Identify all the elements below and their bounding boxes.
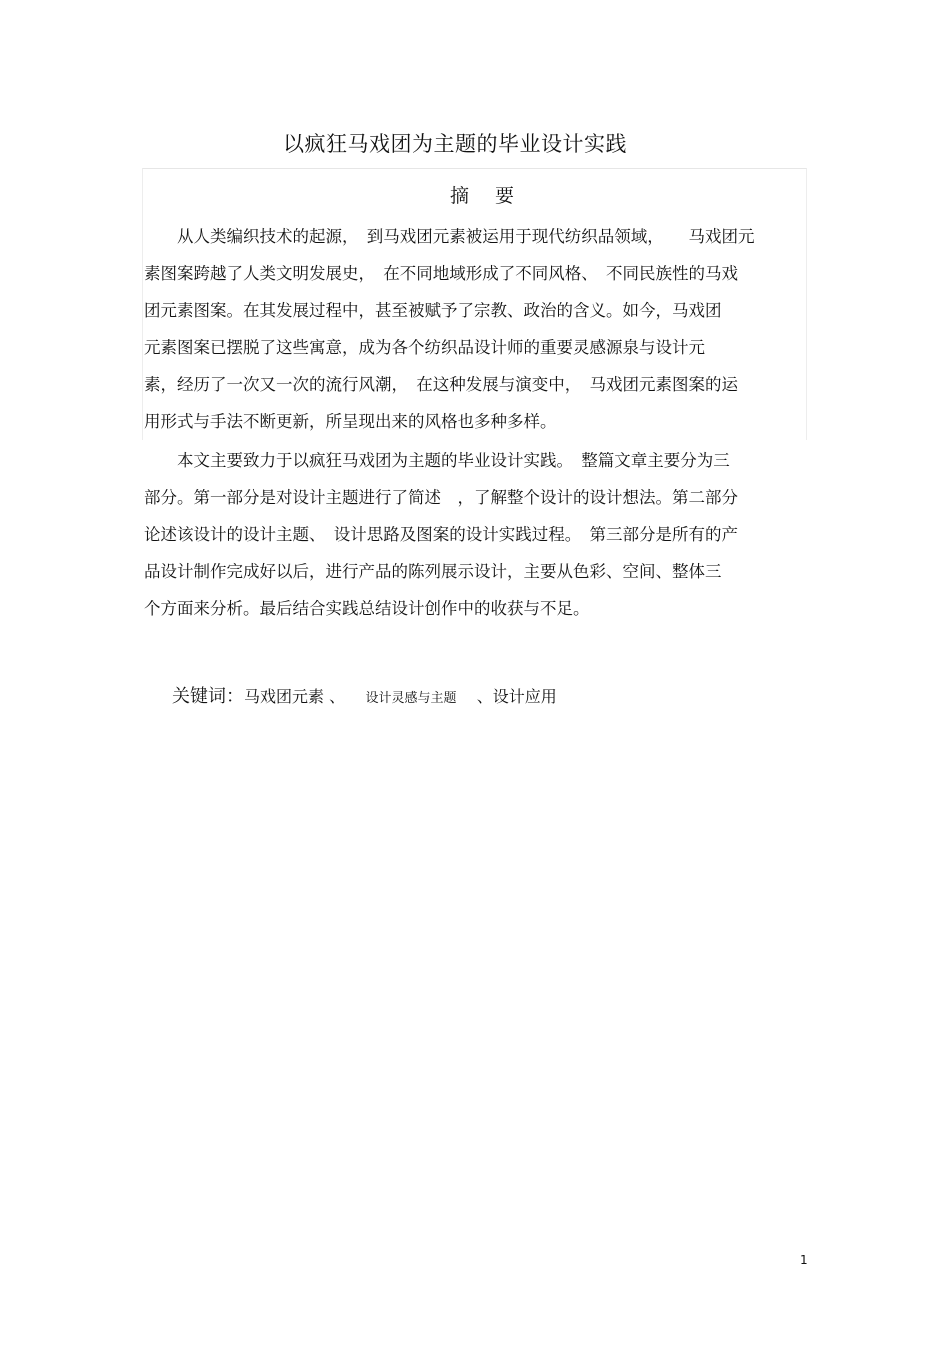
abstract-line: 素，经历了一次又一次的流行风潮， 在这种发展与演变中， 马戏团元素图案的运 [144,375,738,394]
abstract-line: 素图案跨越了人类文明发展史， 在不同地域形成了不同风格、 不同民族性的马戏 [144,264,738,283]
abstract-heading: 摘 要 [449,185,525,207]
abstract-line: 元素图案已摆脱了这些寓意，成为各个纺织品设计师的重要灵感源泉与设计元 [144,338,705,357]
document-title: 以疯狂马戏团为主题的毕业设计实践 [283,132,627,156]
abstract-line: 用形式与手法不断更新，所呈现出来的风格也多种多样。 [144,412,557,431]
page-number: 1 [800,1253,808,1267]
body-line: 个方面来分析。最后结合实践总结设计创作中的收获与不足。 [144,599,590,618]
body-line: 部分。第一部分是对设计主题进行了简述 ，了解整个设计的设计想法。第二部分 [144,488,738,507]
keywords-label: 关键词： [172,686,244,707]
body-line: 本文主要致力于以疯狂马戏团为主题的毕业设计实践。 整篇文章主要分为三 [144,451,730,470]
body-line: 论述该设计的设计主题、 设计思路及图案的设计实践过程。 第三部分是所有的产 [144,525,738,544]
abstract-line: 从人类编织技术的起源， 到马戏团元素被运用于现代纺织品领域， 马戏团元 [144,227,755,246]
keyword-item: 马戏团元素 、 [244,687,346,706]
abstract-line: 团元素图案。在其发展过程中，甚至被赋予了宗教、政治的含义。如今，马戏团 [144,301,722,320]
body-line: 品设计制作完成好以后，进行产品的陈列展示设计，主要从色彩、空间、整体三 [144,562,722,581]
keywords-row [172,682,557,708]
keyword-item: 、设计应用 [476,687,557,706]
keyword-item: 设计灵感与主题 [365,691,457,706]
